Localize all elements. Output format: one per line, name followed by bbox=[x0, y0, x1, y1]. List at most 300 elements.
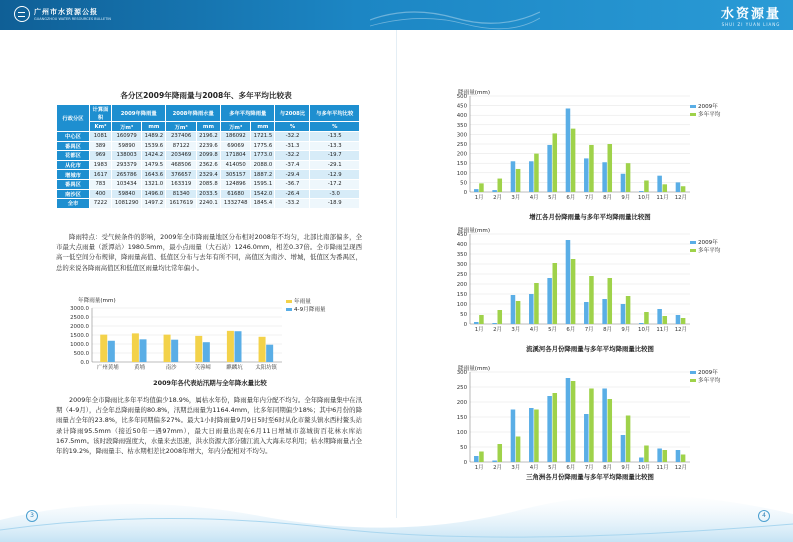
bar bbox=[516, 169, 521, 192]
bar bbox=[663, 184, 668, 192]
value-cell: -3.0 bbox=[310, 189, 360, 199]
value-cell: 400 bbox=[90, 189, 112, 199]
value-cell: 1643.6 bbox=[142, 170, 166, 180]
value-cell: -17.2 bbox=[310, 179, 360, 189]
bar bbox=[621, 174, 626, 192]
bar bbox=[547, 278, 552, 324]
unit-cell: mm bbox=[196, 122, 220, 132]
bar bbox=[498, 179, 503, 192]
x-tick-label: 10月 bbox=[638, 327, 651, 333]
value-cell: -18.9 bbox=[310, 199, 360, 209]
bar bbox=[108, 341, 115, 362]
value-cell: 389 bbox=[90, 141, 112, 151]
value-cell: 1489.2 bbox=[142, 132, 166, 142]
x-tick-label: 12月 bbox=[674, 465, 687, 471]
y-tick-label: 350 bbox=[456, 122, 467, 129]
liuxihe-monthly-chart bbox=[440, 226, 740, 338]
value-cell: 2033.5 bbox=[196, 189, 220, 199]
x-tick-label: 11月 bbox=[656, 195, 669, 201]
bar bbox=[534, 283, 539, 324]
region-cell: 中心区 bbox=[57, 132, 90, 142]
y-tick-label: 250 bbox=[456, 272, 467, 278]
value-cell: 2099.8 bbox=[196, 151, 220, 161]
unit-cell: 万m³ bbox=[221, 122, 251, 132]
chart3-title: 三角洲各月份降雨量与多年平均降雨量比较图 bbox=[526, 473, 654, 481]
value-cell: 1539.6 bbox=[142, 141, 166, 151]
x-tick-label: 1月 bbox=[474, 195, 484, 201]
value-cell: -12.9 bbox=[310, 170, 360, 180]
station-chart-title: 2009年各代表站汛期与全年降水量比较 bbox=[153, 379, 267, 387]
value-cell: 783 bbox=[90, 179, 112, 189]
chart3-svg bbox=[440, 364, 740, 476]
bar bbox=[571, 381, 576, 462]
x-tick-label: 黄埔 bbox=[134, 365, 145, 371]
bar bbox=[474, 456, 479, 462]
bar bbox=[566, 378, 571, 462]
chart2-svg bbox=[440, 226, 740, 338]
bar bbox=[608, 144, 613, 192]
y-tick-label: 450 bbox=[456, 103, 467, 110]
x-tick-label: 9月 bbox=[621, 327, 631, 333]
bar bbox=[663, 450, 668, 462]
value-cell: 969 bbox=[90, 151, 112, 161]
bar bbox=[100, 335, 107, 362]
value-cell: 1479.5 bbox=[142, 160, 166, 170]
bar bbox=[140, 339, 147, 362]
y-tick-label: 0 bbox=[463, 322, 467, 328]
y-tick-label: 2000.0 bbox=[70, 324, 89, 330]
x-tick-label: 12月 bbox=[674, 327, 687, 333]
value-cell: 1887.2 bbox=[251, 170, 275, 180]
y-tick-label: 250 bbox=[456, 385, 467, 391]
table-row bbox=[57, 189, 360, 199]
value-cell: 1321.0 bbox=[142, 179, 166, 189]
y-tick-label: 100 bbox=[456, 430, 467, 436]
value-cell: 1332748 bbox=[221, 199, 251, 209]
x-tick-label: 2月 bbox=[493, 465, 502, 471]
y-tick-label: 100 bbox=[456, 302, 467, 308]
bar bbox=[498, 310, 503, 324]
value-cell: 1496.0 bbox=[142, 189, 166, 199]
value-cell: 1773.0 bbox=[251, 151, 275, 161]
x-tick-label: 2月 bbox=[493, 327, 502, 333]
x-tick-label: 6月 bbox=[566, 327, 576, 333]
value-cell: 69069 bbox=[221, 141, 251, 151]
y-tick-label: 300 bbox=[456, 132, 467, 139]
value-cell: 81340 bbox=[166, 189, 196, 199]
value-cell: 160979 bbox=[112, 132, 142, 142]
y-tick-label: 150 bbox=[456, 161, 467, 168]
value-cell: 1617 bbox=[90, 170, 112, 180]
value-cell: 414050 bbox=[221, 160, 251, 170]
y-tick-label: 300 bbox=[456, 370, 467, 376]
section-badge bbox=[721, 3, 781, 27]
bar bbox=[608, 399, 613, 462]
bar bbox=[553, 263, 558, 324]
value-cell: 171804 bbox=[221, 151, 251, 161]
bar bbox=[584, 414, 589, 462]
chart1-svg bbox=[440, 88, 740, 206]
station-chart-ylabel: 年降雨量(mm) bbox=[78, 298, 116, 304]
table-row bbox=[57, 160, 360, 170]
bar bbox=[516, 437, 521, 463]
bar bbox=[259, 337, 266, 362]
delta-monthly-chart bbox=[440, 364, 740, 476]
bar bbox=[584, 158, 589, 192]
x-tick-label: 1月 bbox=[474, 465, 484, 471]
th-2008: 2008年降雨水量 bbox=[166, 105, 221, 122]
y-tick-label: 50 bbox=[460, 180, 467, 187]
bar bbox=[235, 331, 242, 362]
bar bbox=[676, 315, 681, 324]
value-cell: -32.2 bbox=[275, 151, 310, 161]
value-cell: 87122 bbox=[166, 141, 196, 151]
value-cell: 138003 bbox=[112, 151, 142, 161]
footer-wave-decoration bbox=[0, 480, 793, 542]
rainfall-features-paragraph: 降雨特点：受气候条件的影响，2009年全市降雨量地区分布相对2008年不均匀，北部比南部偏多，全市最大点雨量（派潭站）1980.5mm，最小点雨量（大石站）1246.0mm，相差0.37倍。全市降雨呈现西高一低空间分布规律，降雨量高值、低值区分布与去年有所不同，高值区为南沙、增城，低值区为番禺区，总的来说各降雨高值区和低值区雨量均比常年偏小。 bbox=[56, 233, 362, 272]
region-cell: 全市 bbox=[57, 199, 90, 209]
bar bbox=[534, 154, 539, 192]
value-cell: 1081 bbox=[90, 132, 112, 142]
value-cell: -29.4 bbox=[275, 170, 310, 180]
x-tick-label: 9月 bbox=[621, 195, 631, 201]
x-tick-label: 8月 bbox=[603, 465, 612, 471]
section-subtitle: SHUI ZI YUAN LIANG bbox=[721, 22, 781, 27]
y-tick-label: 200 bbox=[456, 151, 467, 158]
bar bbox=[511, 410, 516, 463]
value-cell: 2088.0 bbox=[251, 160, 275, 170]
bar bbox=[553, 133, 558, 192]
bar bbox=[626, 416, 631, 463]
legend-label-2009: 2009年 bbox=[698, 104, 718, 110]
th-area: 计算面积 bbox=[90, 105, 112, 122]
bar bbox=[621, 304, 626, 324]
bar bbox=[203, 342, 210, 362]
bar bbox=[529, 161, 534, 192]
unit-row bbox=[57, 122, 360, 132]
station-chart-svg bbox=[60, 296, 360, 386]
x-tick-label: 7月 bbox=[584, 327, 594, 333]
value-cell: -36.7 bbox=[275, 179, 310, 189]
bar bbox=[644, 312, 649, 324]
value-cell: -19.7 bbox=[310, 151, 360, 161]
bar bbox=[227, 331, 234, 362]
value-cell: -32.2 bbox=[275, 132, 310, 142]
y-tick-label: 2500.0 bbox=[70, 315, 89, 321]
unit-cell: mm bbox=[142, 122, 166, 132]
bar bbox=[681, 186, 686, 192]
rainfall-table bbox=[56, 104, 360, 209]
bar bbox=[589, 389, 594, 463]
x-tick-label: 芙蓉嶂 bbox=[194, 365, 211, 371]
x-tick-label: 广州黄埔 bbox=[97, 365, 119, 371]
table-row bbox=[57, 199, 360, 209]
y-tick-label: 1500.0 bbox=[70, 333, 89, 339]
x-tick-label: 4月 bbox=[529, 195, 539, 201]
bar bbox=[498, 444, 503, 462]
value-cell: 1721.5 bbox=[251, 132, 275, 142]
section-title: 水资源量 bbox=[720, 7, 781, 22]
page-number-right: 4 bbox=[758, 510, 770, 522]
table-row bbox=[57, 132, 360, 142]
bar bbox=[266, 345, 273, 362]
x-tick-label: 麒麟坑 bbox=[226, 365, 243, 371]
bar bbox=[511, 295, 516, 324]
wave-decoration bbox=[370, 0, 540, 30]
unit-cell: Km² bbox=[90, 122, 112, 132]
bar bbox=[681, 455, 686, 463]
table-row bbox=[57, 151, 360, 161]
chart1-title: 增江各月份降雨量与多年平均降雨量比较图 bbox=[529, 213, 651, 221]
y-tick-label: 350 bbox=[456, 252, 467, 258]
bar bbox=[553, 393, 558, 462]
y-tick-label: 450 bbox=[456, 232, 467, 238]
value-cell: -13.5 bbox=[310, 132, 360, 142]
x-tick-label: 5月 bbox=[548, 465, 557, 471]
bar bbox=[566, 240, 571, 324]
bar bbox=[589, 145, 594, 192]
value-cell: 265786 bbox=[112, 170, 142, 180]
y-tick-label: 0.0 bbox=[80, 360, 89, 366]
bar bbox=[639, 323, 644, 324]
bar bbox=[626, 163, 631, 192]
table-row bbox=[57, 179, 360, 189]
station-rainfall-chart bbox=[60, 296, 360, 386]
y-tick-label: 300 bbox=[456, 262, 467, 268]
x-tick-label: 12月 bbox=[674, 195, 687, 201]
legend-label-2009: 2009年 bbox=[698, 370, 718, 376]
x-tick-label: 8月 bbox=[603, 327, 612, 333]
y-tick-label: 200 bbox=[456, 282, 467, 288]
bar bbox=[657, 449, 662, 463]
value-cell: 59890 bbox=[112, 141, 142, 151]
bar bbox=[657, 176, 662, 192]
bar bbox=[681, 318, 686, 324]
zengjiang-monthly-chart bbox=[440, 88, 740, 206]
value-cell: -37.4 bbox=[275, 160, 310, 170]
bar bbox=[474, 322, 479, 324]
bar bbox=[589, 276, 594, 324]
x-tick-label: 10月 bbox=[638, 465, 651, 471]
region-cell: 花都区 bbox=[57, 151, 90, 161]
y-tick-label: 500.0 bbox=[73, 351, 89, 357]
bar bbox=[479, 183, 484, 192]
legend-label-2009: 2009年 bbox=[698, 240, 718, 246]
bar bbox=[479, 452, 484, 463]
bar bbox=[492, 323, 497, 324]
value-cell: -33.2 bbox=[275, 199, 310, 209]
value-cell: 2362.6 bbox=[196, 160, 220, 170]
y-tick-label: 250 bbox=[456, 142, 467, 148]
bar bbox=[547, 145, 552, 192]
legend-label-avg: 多年平均 bbox=[698, 378, 721, 384]
y-tick-label: 400 bbox=[456, 113, 467, 120]
x-tick-label: 11月 bbox=[656, 465, 669, 471]
value-cell: 1845.4 bbox=[251, 199, 275, 209]
bar bbox=[676, 182, 681, 192]
value-cell: 376657 bbox=[166, 170, 196, 180]
legend-label-avg: 多年平均 bbox=[698, 248, 721, 254]
bar bbox=[195, 336, 202, 362]
x-tick-label: 7月 bbox=[584, 465, 594, 471]
value-cell: 203469 bbox=[166, 151, 196, 161]
value-cell: 2196.2 bbox=[196, 132, 220, 142]
table-row bbox=[57, 170, 360, 180]
value-cell: -13.3 bbox=[310, 141, 360, 151]
x-tick-label: 南沙 bbox=[165, 365, 177, 371]
bar bbox=[492, 190, 497, 192]
bar bbox=[621, 435, 626, 462]
bar bbox=[663, 316, 668, 324]
y-tick-label: 0 bbox=[463, 190, 467, 196]
bar bbox=[602, 299, 607, 324]
value-cell: -26.4 bbox=[275, 189, 310, 199]
value-cell: 163319 bbox=[166, 179, 196, 189]
table-row bbox=[57, 141, 360, 151]
bar bbox=[644, 446, 649, 463]
bar bbox=[571, 129, 576, 192]
y-tick-label: 0 bbox=[463, 460, 467, 466]
value-cell: 103434 bbox=[112, 179, 142, 189]
th-region: 行政分区 bbox=[57, 105, 90, 132]
y-tick-label: 100 bbox=[456, 170, 467, 177]
x-tick-label: 10月 bbox=[638, 195, 651, 201]
table-title: 各分区2009年降雨量与2008年、多年平均比较表 bbox=[120, 91, 292, 100]
bar bbox=[676, 450, 681, 462]
value-cell: 1617619 bbox=[166, 199, 196, 209]
value-cell: 237406 bbox=[166, 132, 196, 142]
value-cell: -29.1 bbox=[310, 160, 360, 170]
bar bbox=[644, 180, 649, 192]
bulletin-subtitle: GUANGZHOU WATER RESOURCES BULLETIN bbox=[34, 17, 112, 21]
chart3-ylabel: 降雨量(mm) bbox=[458, 366, 491, 372]
bar bbox=[529, 408, 534, 462]
y-tick-label: 1000.0 bbox=[70, 342, 89, 348]
header-bar bbox=[0, 0, 793, 30]
x-tick-label: 4月 bbox=[529, 327, 539, 333]
bar bbox=[584, 302, 589, 324]
bar bbox=[639, 458, 644, 463]
chart2-ylabel: 降雨量(mm) bbox=[458, 228, 491, 234]
page-divider bbox=[396, 30, 397, 518]
value-cell: 293379 bbox=[112, 160, 142, 170]
bar bbox=[602, 162, 607, 192]
value-cell: 1424.2 bbox=[142, 151, 166, 161]
th-cmp-avg: 与多年平均比较 bbox=[310, 105, 360, 122]
x-tick-label: 4月 bbox=[529, 465, 539, 471]
x-tick-label: 11月 bbox=[656, 327, 669, 333]
y-tick-label: 500 bbox=[456, 94, 467, 100]
bulletin-title: 广州市水资源公报 bbox=[34, 8, 98, 16]
x-tick-label: 2月 bbox=[493, 195, 502, 201]
unit-cell: mm bbox=[251, 122, 275, 132]
table-body bbox=[57, 132, 360, 209]
unit-cell: 万m³ bbox=[112, 122, 142, 132]
value-cell: 1595.1 bbox=[251, 179, 275, 189]
region-cell: 番禺区 bbox=[57, 179, 90, 189]
value-cell: 1983 bbox=[90, 160, 112, 170]
bar bbox=[639, 191, 644, 192]
bar bbox=[474, 189, 479, 192]
bulletin-logo bbox=[14, 6, 111, 22]
y-tick-label: 3000.0 bbox=[70, 306, 89, 312]
bar bbox=[511, 161, 516, 192]
bar bbox=[547, 396, 552, 462]
y-tick-label: 50 bbox=[460, 445, 467, 451]
value-cell: -31.3 bbox=[275, 141, 310, 151]
value-cell: 2240.1 bbox=[196, 199, 220, 209]
th-avg: 多年平均降雨量 bbox=[221, 105, 275, 122]
bar bbox=[516, 301, 521, 324]
region-cell: 南沙区 bbox=[57, 189, 90, 199]
bar bbox=[171, 340, 178, 362]
value-cell: 1497.2 bbox=[142, 199, 166, 209]
water-logo-icon bbox=[14, 6, 30, 22]
legend-label-flood: 4-9月降雨量 bbox=[294, 307, 326, 313]
legend-label-avg: 多年平均 bbox=[698, 112, 721, 118]
value-cell: 305157 bbox=[221, 170, 251, 180]
y-tick-label: 50 bbox=[460, 312, 467, 318]
bar bbox=[626, 296, 631, 324]
bar bbox=[529, 294, 534, 324]
value-cell: 124896 bbox=[221, 179, 251, 189]
x-tick-label: 3月 bbox=[511, 195, 521, 201]
x-tick-label: 8月 bbox=[603, 195, 612, 201]
y-tick-label: 400 bbox=[456, 242, 467, 248]
value-cell: 2329.4 bbox=[196, 170, 220, 180]
x-tick-label: 6月 bbox=[566, 465, 576, 471]
unit-cell: % bbox=[275, 122, 310, 132]
bar bbox=[132, 333, 139, 362]
x-tick-label: 5月 bbox=[548, 327, 557, 333]
bar bbox=[492, 461, 497, 463]
value-cell: 1542.0 bbox=[251, 189, 275, 199]
chart2-title: 流溪河各月份降雨量与多年平均降雨量比较图 bbox=[526, 345, 654, 353]
x-tick-label: 3月 bbox=[511, 327, 521, 333]
x-tick-label: 太阳坊镇 bbox=[255, 365, 277, 371]
page-number-left: 3 bbox=[26, 510, 38, 522]
bar bbox=[602, 389, 607, 463]
th-2009: 2009年降雨量 bbox=[112, 105, 166, 122]
region-cell: 增城市 bbox=[57, 170, 90, 180]
region-cell: 番禺区 bbox=[57, 141, 90, 151]
value-cell: 1081290 bbox=[112, 199, 142, 209]
unit-cell: % bbox=[310, 122, 360, 132]
bar bbox=[479, 315, 484, 324]
bar bbox=[164, 335, 171, 362]
chart1-ylabel: 降雨量(mm) bbox=[458, 90, 491, 96]
region-cell: 从化市 bbox=[57, 160, 90, 170]
value-cell: 7222 bbox=[90, 199, 112, 209]
value-cell: 2239.6 bbox=[196, 141, 220, 151]
x-tick-label: 7月 bbox=[584, 195, 594, 201]
value-cell: 468506 bbox=[166, 160, 196, 170]
x-tick-label: 5月 bbox=[548, 195, 557, 201]
value-cell: 1775.6 bbox=[251, 141, 275, 151]
annual-distribution-paragraph: 2009年全市降雨比多年平均值偏少18.9%，属枯水年份，降雨量年内分配不均匀。全年降雨量集中在汛期（4-9月），占全年总降雨量的80.8%，汛期总雨量为1164.4mm，比多年同期偏少18%；其中6月份的降雨量占全年的23.8%，比多年同期偏多27%。最大1小时降雨量9月9日5时至6时从化市鳌头镇水西村鳌头站录计降雨95.5mm（接近50年一遇97mm），最大日雨量出现在6月11日增城市荔城街百花林水库站167.5mm。该时段降雨强度大，水量来去迅速，洪水资源大部分随江流入大海未尽利用；枯水期降雨量占全年的19.2%，降雨量丰、枯水期相差比2008年增大，年内分配相对不均匀。 bbox=[56, 396, 362, 456]
bar bbox=[657, 309, 662, 324]
th-cmp-2008: 与2008比 bbox=[275, 105, 310, 122]
value-cell: 59840 bbox=[112, 189, 142, 199]
x-tick-label: 1月 bbox=[474, 327, 484, 333]
bar bbox=[608, 278, 613, 324]
value-cell: 61680 bbox=[221, 189, 251, 199]
legend-label-annual: 年雨量 bbox=[294, 299, 311, 305]
value-cell: 186092 bbox=[221, 132, 251, 142]
unit-cell: 万m³ bbox=[166, 122, 196, 132]
x-tick-label: 3月 bbox=[511, 465, 521, 471]
x-tick-label: 9月 bbox=[621, 465, 631, 471]
